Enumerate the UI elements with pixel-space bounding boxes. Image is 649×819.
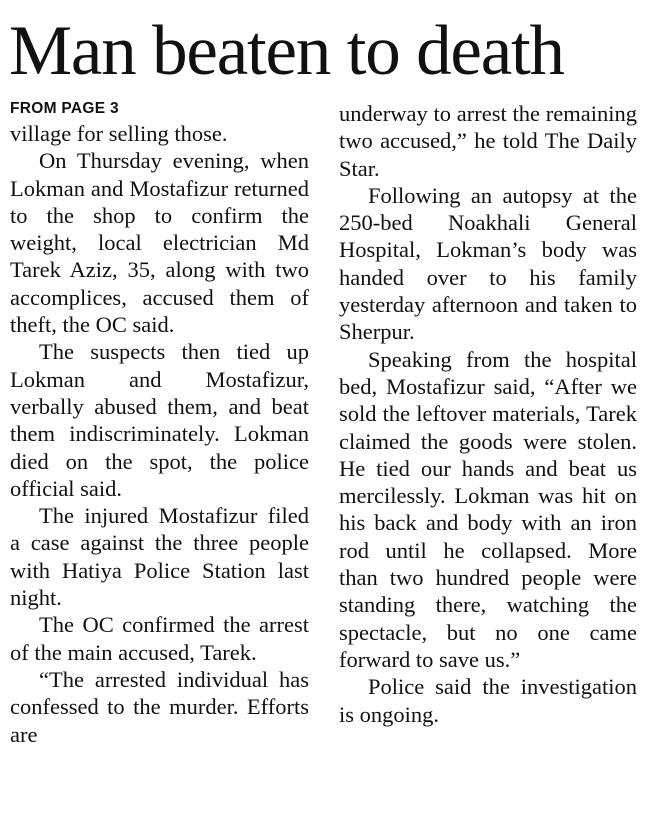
paragraph: Police said the investigation is ongoing. (339, 674, 637, 727)
paragraph: “The arrested individual has confessed to the murder. Efforts are (10, 666, 309, 747)
paragraph: On Thursday evening, when Lokman and Mostafizur returned to the shop to confirm the weight, local electrician Md Tarek Aziz, 35, along with two accomplices, accused them of theft, the OC said. (10, 148, 309, 338)
article-column-right (339, 100, 637, 728)
paragraph: The suspects then tied up Lokman and Mostafizur, verbally abused them, and beat them indiscriminately. Lokman died on the spot, the police official said. (10, 339, 309, 501)
paragraph: The OC confirmed the arrest of the main accused, Tarek. (10, 612, 309, 665)
headline: Man beaten to death (9, 12, 564, 90)
paragraph: Following an autopsy at the 250-bed Noakhali General Hospital, Lokman’s body was handed over to his family yesterday afternoon and taken to Sherpur. (339, 182, 637, 345)
article-column-left (10, 100, 309, 748)
paragraph-continued: underway to arrest the remaining two accused,” he told The Daily Star. (339, 101, 637, 181)
paragraph-continued: village for selling those. (10, 121, 228, 146)
continuation-kicker: FROM PAGE 3 (10, 100, 119, 117)
paragraph: The injured Mostafizur filed a case against the three people with Hatiya Police Station last night. (10, 503, 309, 611)
paragraph: Speaking from the hospital bed, Mostafizur said, “After we sold the leftover materials, Tarek claimed the goods were stolen. He tied our hands and beat us mercilessly. Lokman was hit on his back and body with an iron rod until he collapsed. More than two hundred people were standing there, watching the spectacle, but no one came forward to save us.” (339, 346, 637, 672)
